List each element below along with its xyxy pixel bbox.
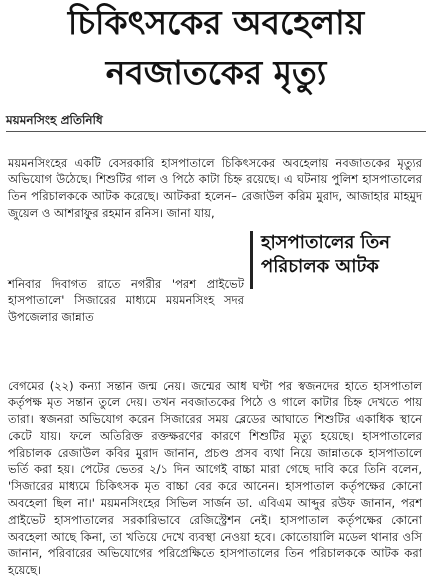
body-paragraph-1: ময়মনসিংহের একটি বেসরকারি হাসপাতালে চিকিৎসকের অবহেলায় নবজাতকের মৃত্যুর অভিযোগ উঠেছে। শিশুটির গাল ও পিঠে কাটা চিহ্ন রয়েছে। এ ঘটনায় পুলিশ হাসপাতালের তিন পরিচালককে আটক করেছে। আটকরা হলেন– রেজাউল করিম মুরাদ, আজাহার মাহমুদ জুয়েল ও আশরাফুর রহমান রনিস। জানা যায়, [8, 155, 422, 222]
pull-quote [250, 231, 441, 289]
body-paragraph-3: বেগমের (২২) কন্যা সন্তান জন্ম নেয়। জন্মের আধ ঘণ্টা পর স্বজনদের হাতে হাসপাতাল কর্তৃপক্ষ মৃত সন্তান তুলে দেয়। তখন নবজাতকের পিঠে ও গালে কাটার চিহ্ন দেখতে পায় তারা। স্বজনরা অভিযোগ করেন সিজারের সময় ব্লেডের আঘাতে শিশুটির একাধিক স্থানে কেটে যায়। ফলে অতিরিক্ত রক্তক্ষরণের কারণে শিশুটির মৃত্যু হয়েছে। হাসপাতালের পরিচালক রেজাউল কবির মুরাদ জানান, প্রচণ্ড প্রসব ব্যথা নিয়ে জান্নাতকে হাসপাতালে ভর্তি করা হয়। পেটের ভেতর ২/১ দিন আগেই বাচ্চা মারা গেছে দাবি করে তিনি বলেন, 'সিজারের মাধ্যমে চিকিৎসক মৃত বাচ্চা বের করে আনেন। হাসপাতাল কর্তৃপক্ষের কোনো অবহেলা ছিল না।' ময়মনসিংহের সিভিল সার্জন ডা. এবিএম আব্দুর রউফ জানান, পরশ প্রাইভেট হাসপাতালের সরকারিভাবে রেজিস্ট্রেশন নেই। হাসপাতাল কর্তৃপক্ষের কোনো অবহেলা আছে কিনা, তা খতিয়ে দেখে ব্যবস্থা নেওয়া হবে। কোতোয়ালি মডেল থানার ওসি জানান, পরিবারের অভিযোগের পরিপ্রেক্ষিতে হাসপাতালের তিন পরিচালককে আটক করা হয়েছে। [8, 378, 422, 579]
pull-quote-line-1: হাসপাতালের তিন [261, 231, 441, 255]
divider [6, 131, 426, 132]
body-paragraph-2: শনিবার দিবাগত রাতে নগরীর 'পরশ প্রাইভেট হাসপাতালে' সিজারের মাধ্যমে ময়মনসিংহ সদর উপজেলার জান্নাত [8, 276, 244, 326]
byline: ময়মনসিংহ প্রতিনিধি [6, 112, 103, 132]
pull-quote-line-2: পরিচালক আটক [261, 255, 441, 279]
headline-line-1: চিকিৎসকের অবহেলায় [10, 6, 422, 41]
headline-line-2: নবজাতকের মৃত্যু [10, 56, 422, 91]
